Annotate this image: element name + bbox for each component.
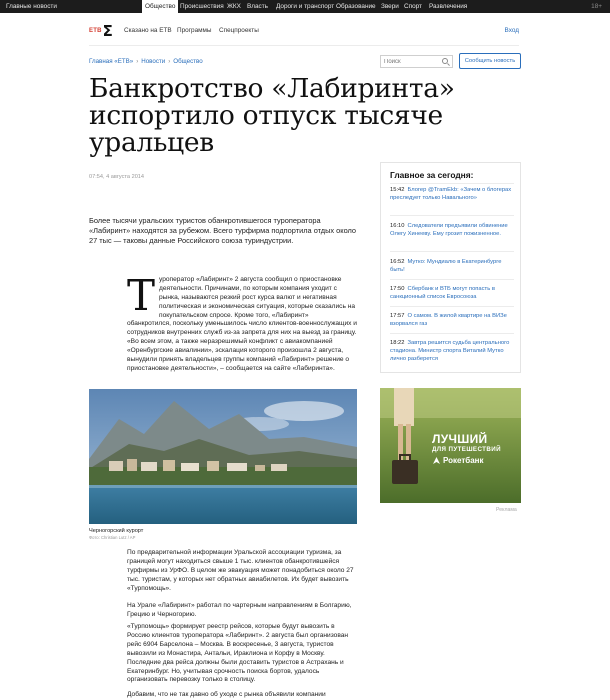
rocket-icon [432, 456, 441, 465]
sidebar-title: Главное за сегодня: [390, 170, 474, 180]
topnav-item-housing[interactable]: ЖКХ [227, 3, 241, 10]
ad-headline: ЛУЧШИЙ [432, 432, 488, 446]
article-dropcap: Т [127, 271, 156, 320]
sidebar-divider [390, 215, 514, 216]
topnav-item-society[interactable]: Общество [142, 0, 178, 13]
sidebar-divider [390, 333, 514, 334]
logo-text: ЕТВ [89, 28, 102, 34]
ad-subheadline: ДЛЯ ПУТЕШЕСТВИЙ [432, 446, 501, 453]
sidebar-divider [390, 183, 514, 184]
header-nav-said-on-etv[interactable]: Сказано на ЕТВ [124, 27, 172, 34]
sidebar-news-item[interactable] [390, 312, 514, 328]
sidebar-news-item[interactable] [390, 222, 514, 238]
article-paragraph: уроператор «Лабиринт» 2 августа сообщил о приостановке деятельности. Причинами, по которым компания уходит с рынка, называются резкий рост курса валют и негативная политическая и экономическая ситуация, которые сказались на покупательском спросе. Кроме того, «Лабиринт» [159, 276, 356, 319]
breadcrumb-separator: › [136, 58, 139, 65]
photo-caption: Черногорский курорт [89, 528, 144, 534]
ad-brand [432, 456, 484, 465]
topnav-item-animals[interactable]: Звери [381, 3, 399, 10]
report-news-button[interactable]: Сообщить новость [459, 53, 521, 69]
article-paragraph: обанкротился, поскольку уменьшилось число клиентов-военнослужащих и сотрудников внутренних служб из-за запрета для них на выезд за границу. «Во всем этом, а также неразрешимый конфликт с авиакомпанией «Оренбургские авиалинии», эскалация которого произошла 2 августа, вынудили принять владельцев группы компаний «Лабиринт» решение о приостановке деятельности», – сообщается на сайте «Лабиринта». [127, 320, 357, 372]
news-headline[interactable]: Блогер @TramEkb: «Зачем о блогерах преследует только Навального» [390, 187, 512, 202]
photo-credit: Фото: Christian Lutz / AP [89, 535, 136, 540]
news-time: 16:52 [390, 259, 405, 265]
header-nav-special-projects[interactable]: Спецпроекты [219, 27, 259, 34]
breadcrumb [89, 58, 203, 65]
news-headline[interactable]: Сбербанк и ВТБ могут попасть в санкционный список Евросоюза [390, 286, 495, 301]
article-paragraph: По предварительной информации Уральской ассоциации туризма, за границей могут находиться свыше 1 тыс. клиентов обанкротившейся турфирмы из УрФО. В целом же эвакуация может понадобиться около 27 тыс. туристам, у которых нет обратных авиабилетов. Их будет вывозить «Турпомощь». [127, 549, 354, 592]
resort-photo-image [89, 389, 357, 524]
news-headline[interactable]: Завтра решится судьба центрального стадиона. Министр спорта Виталий Мутко лично разберется [390, 340, 510, 363]
breadcrumb-society[interactable]: Общество [173, 58, 203, 65]
search-icon[interactable] [442, 58, 448, 64]
ad-label: Реклама [496, 507, 517, 513]
site-logo[interactable] [89, 24, 113, 38]
topnav-item-roads[interactable]: Дороги и транспорт [276, 3, 335, 10]
news-headline[interactable]: Мутко: Мундиалю в Екатеринбурге быть! [390, 259, 502, 274]
news-time: 17:50 [390, 286, 405, 292]
breadcrumb-news[interactable]: Новости [141, 58, 166, 65]
news-time: 18:22 [390, 340, 405, 346]
article-photo [89, 389, 357, 524]
news-time: 16:10 [390, 223, 405, 229]
age-rating-badge: 18+ [591, 3, 602, 10]
topnav-item-main-news[interactable]: Главные новости [6, 3, 57, 10]
news-time: 17:57 [390, 313, 405, 319]
ad-bank-name: Рокетбанк [443, 456, 484, 465]
breadcrumb-separator: › [168, 58, 171, 65]
article-lead: Более тысячи уральских туристов обанкротившегося туроператора «Лабиринт» находятся за рубежом. Всего турфирма подпортила отдых около 27 тыс — таковы данные Российского союза туриндустрии. [89, 216, 357, 246]
article-paragraph: Добавим, что не так давно об уходе с рынка объявили компании [127, 691, 326, 698]
sidebar-news-item[interactable] [390, 339, 514, 364]
topnav-item-education[interactable]: Образование [336, 3, 376, 10]
news-time: 15:42 [390, 187, 405, 193]
breadcrumb-home[interactable]: Главная «ЕТВ» [89, 58, 134, 65]
sidebar-news-item[interactable] [390, 285, 514, 301]
article-paragraph: «Турпомощь» формирует реестр рейсов, которые будут вывозить в Россию клиентов туроператора «Лабиринт». 2 августа был организован рейс 6904 Барселона – Москва. В воскресенье, 3 августа, туристов вывозили из Монастира, Антальи, Ираклиона и Корфу в Москву. Последние два рейса должны были доставить туристов в Астрахань и Екатеринбург. Но, учитывая срочность поиска бортов, удалось организовать перевозку только в столицу. [127, 623, 349, 684]
login-link[interactable]: Вход [504, 27, 519, 34]
advertisement-banner[interactable] [380, 388, 521, 503]
top-news-sidebar [380, 162, 521, 373]
sidebar-divider [390, 279, 514, 280]
header-divider [89, 45, 519, 46]
topnav-item-sport[interactable]: Спорт [404, 3, 422, 10]
article-paragraph: На Урале «Лабиринт» работал по чартерным направлениям в Болгарию, Грецию и Черногорию. [127, 602, 352, 618]
header-nav-programs[interactable]: Программы [177, 27, 212, 34]
article-date: 07:54, 4 августа 2014 [89, 174, 145, 180]
news-headline[interactable]: Следователи предъявили обвинение Олегу Хинееву. Ему грозит пожизненное. [390, 223, 508, 238]
topnav-item-entertainment[interactable]: Развлечения [429, 3, 468, 10]
top-navigation [0, 0, 610, 13]
logo-sigma-icon: Σ [102, 22, 113, 40]
sidebar-news-item[interactable] [390, 186, 514, 202]
news-headline[interactable]: О самом. В жилой квартире на ВИЗе взорвался газ [390, 313, 507, 328]
topnav-item-incidents[interactable]: Происшествия [180, 3, 224, 10]
sidebar-news-item[interactable] [390, 258, 514, 274]
topnav-item-power[interactable]: Власть [247, 3, 268, 10]
article-title: Банкротство «Лабиринта» испортило отпуск тысяче уральцев [89, 73, 455, 158]
sidebar-divider [390, 306, 514, 307]
sidebar-divider [390, 251, 514, 252]
